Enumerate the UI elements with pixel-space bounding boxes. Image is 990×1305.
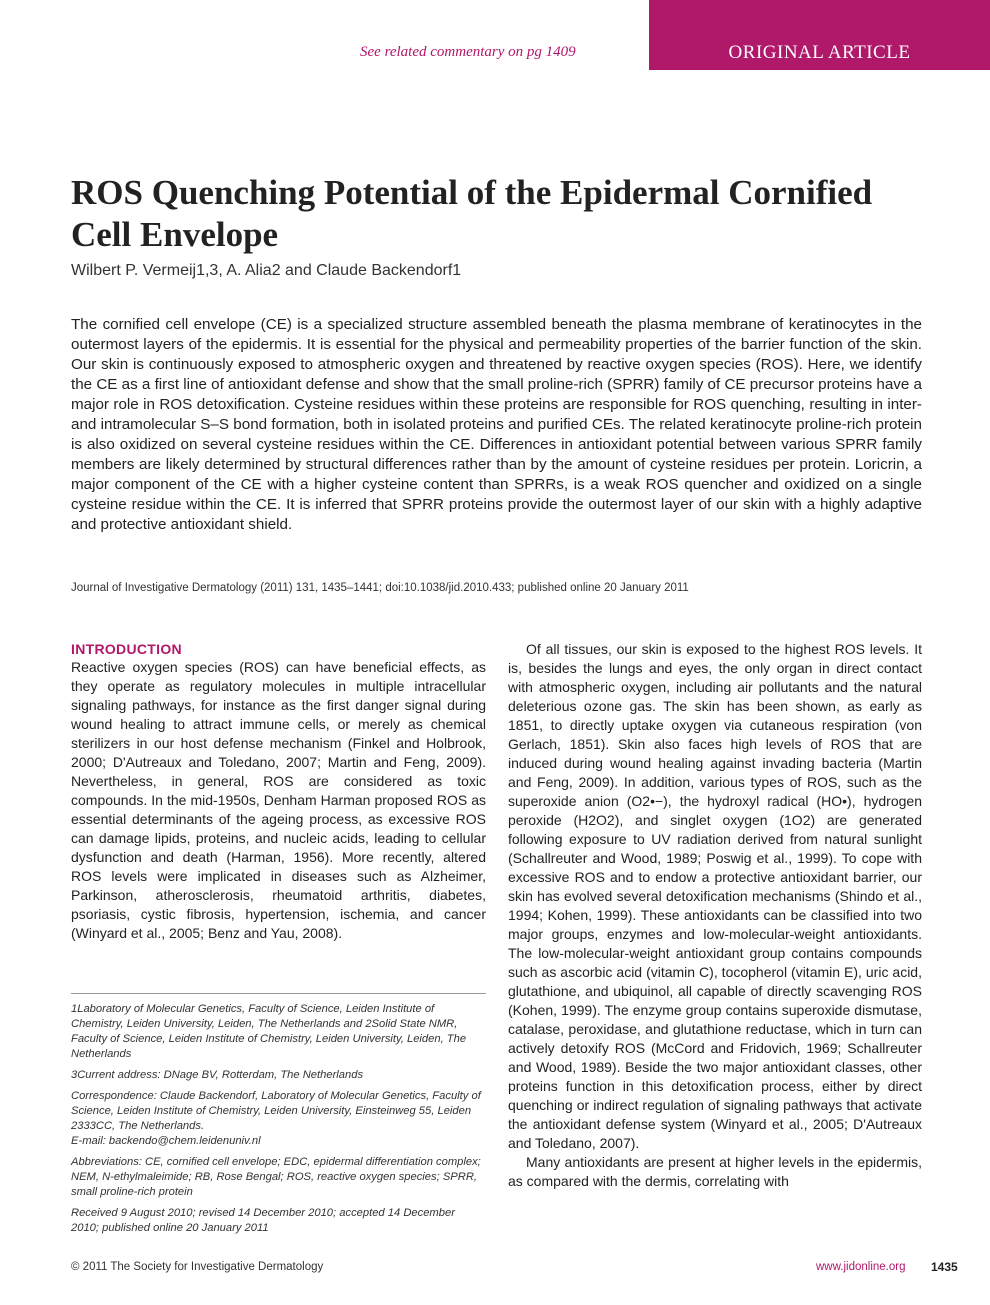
journal-website-link[interactable]: www.jidonline.org (816, 1261, 906, 1273)
footnote-email[interactable]: E-mail: backendo@chem.leidenuniv.nl (71, 1135, 261, 1147)
page-number: 1435 (931, 1260, 958, 1274)
footnote-divider (71, 993, 486, 994)
footnote-affiliations: 1Laboratory of Molecular Genetics, Faculty of Science, Leiden Institute of Chemistry, Leiden University, Leiden, The Netherlands and 2Solid State NMR, Faculty of Science, Leiden Institute of Chemistry, Leiden University, Leiden, The Netherlands (71, 1003, 467, 1060)
citation-line: Journal of Investigative Dermatology (2011) 131, 1435–1441; doi:10.1038/jid.2010.433; published online 20 January 2011 (71, 582, 689, 594)
article-title: ROS Quenching Potential of the Epidermal Cornified Cell Envelope (71, 173, 873, 254)
article-type-banner (649, 0, 990, 70)
footnote-current-address: 3Current address: DNage BV, Rotterdam, The Netherlands (71, 1069, 364, 1081)
right-column (508, 640, 922, 1191)
footnote-dates: Received 9 August 2010; revised 14 December 2010; accepted 14 December 2010; published online 20 January 2011 (71, 1207, 455, 1234)
copyright-notice: © 2011 The Society for Investigative Dermatology (71, 1261, 324, 1273)
left-column (71, 640, 486, 943)
abstract: The cornified cell envelope (CE) is a specialized structure assembled beneath the plasma membrane of keratinocytes in the outermost layers of the epidermis. It is essential for the physical and permeability properties of the barrier function of the skin. Our skin is continuously exposed to atmospheric oxygen and threatened by reactive oxygen species (ROS). Here, we identify the CE as a first line of antioxidant defense and show that the small proline-rich (SPRR) family of CE precursor proteins have a major role in ROS detoxification. Cysteine residues within these proteins are responsible for ROS quenching, resulting in inter- and intramolecular S–S bond formation, both in isolated proteins and purified CEs. The related keratinocyte proline-rich protein is also oxidized on several cysteine residues within the CE. Differences in antioxidant potential between various SPRR family members are likely determined by structural differences rather than by the amount of cysteine residues per protein. Loricrin, a major component of the CE with a higher cysteine content than SPRRs, is a weak ROS quencher and oxidized on a single cysteine residue within the CE. It is inferred that SPRR proteins provide the outermost layer of our skin with a highly adaptive and protective antioxidant shield. (71, 316, 922, 533)
footnotes (71, 1002, 486, 1242)
footnote-abbreviations: Abbreviations: CE, cornified cell envelope; EDC, epidermal differentiation complex; NEM, N-ethylmaleimide; RB, Rose Bengal; ROS, reactive oxygen species; SPRR, small proline-rich protein (71, 1156, 481, 1198)
article-type-label: ORIGINAL ARTICLE (728, 42, 911, 63)
footnote-correspondence: Correspondence: Claude Backendorf, Laboratory of Molecular Genetics, Faculty of Science, Leiden Institute of Chemistry, Leiden University, Einsteinweg 55, Leiden 2333CC, The Netherlands. (71, 1090, 481, 1132)
section-heading-introduction: INTRODUCTION (71, 641, 182, 657)
body-paragraph: Many antioxidants are present at higher levels in the epidermis, as compared with the dermis, correlating with (508, 1154, 922, 1189)
author-list: Wilbert P. Vermeij1,3, A. Alia2 and Claude Backendorf1 (71, 262, 462, 279)
intro-paragraph: Reactive oxygen species (ROS) can have beneficial effects, as they operate as regulatory molecules in multiple intracellular signaling pathways, for instance as the first danger signal during wound healing to attract immune cells, or merely as chemical sterilizers in our host defense mechanism (Finkel and Holbrook, 2000; D'Autreaux and Toledano, 2007; Martin and Feng, 2009). Nevertheless, in general, ROS are considered as toxic compounds. In the mid-1950s, Denham Harman proposed ROS as essential determinants of the ageing process, as excessive ROS can damage lipids, proteins, and nucleic acids, leading to cellular dysfunction and death (Harman, 1956). More recently, altered ROS levels were implicated in diseases such as Alzheimer, Parkinson, atherosclerosis, rheumatoid arthritis, diabetes, psoriasis, cystic fibrosis, hypertension, ischemia, and cancer (Winyard et al., 2005; Benz and Yau, 2008). (71, 659, 486, 941)
related-commentary-link[interactable]: See related commentary on pg 1409 (360, 44, 576, 60)
body-paragraph: Of all tissues, our skin is exposed to the highest ROS levels. It is, besides the lungs and eyes, the only organ in direct contact with atmospheric oxygen, including air pollutants and the natural deleterious ozone gas. The skin has been shown, as early as 1851, to directly uptake oxygen via cutaneous respiration (von Gerlach, 1851). Skin also faces high levels of ROS that are induced during wound healing against invading bacteria (Martin and Feng, 2009). In addition, various types of ROS, such as the superoxide anion (O2•−), the hydroxyl radical (HO•), hydrogen peroxide (H2O2), and singlet oxygen (1O2) are generated following exposure to UV radiation derived from natural sunlight (Schallreuter and Wood, 1989; Poswig et al., 1999). To cope with excessive ROS and to endow a protective antioxidant barrier, our skin has evolved several detoxification mechanisms (Shindo et al., 1994; Kohen, 1999). These antioxidants can be classified into two major groups, enzymes and low-molecular-weight antioxidants. The low-molecular-weight antioxidant group contains compounds such as ascorbic acid (vitamin C), tocopherol (vitamin E), uric acid, glutathione, and ubiquinol, all capable of directly scavenging ROS (Kohen, 1999). The enzyme group contains superoxide dismutase, catalase, peroxidase, and glutathione reductase, which in turn can actively detoxify ROS (McCord and Fridovich, 1969; Schallreuter and Wood, 1989). Beside the two major antioxidant classes, other proteins function in this detoxification process, either by direct quenching or indirect regulation of signaling pathways that activate the antioxidant defense system (Winyard et al., 2005; D'Autreaux and Toledano, 2007). (508, 641, 922, 1151)
